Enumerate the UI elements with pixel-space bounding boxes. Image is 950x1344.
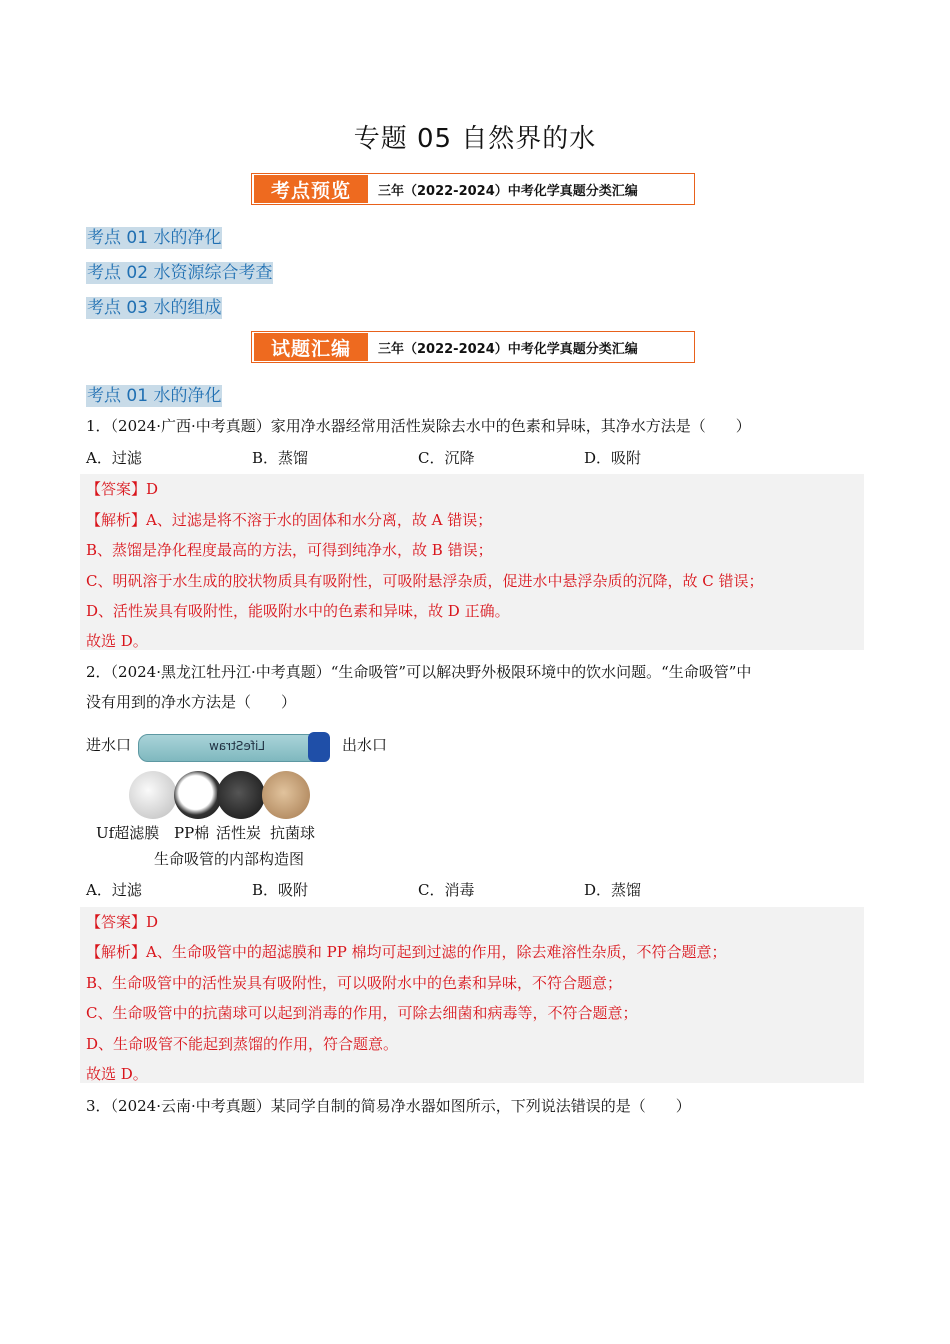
- uf-membrane-image: [129, 771, 177, 819]
- option-d: D．吸附: [584, 449, 642, 467]
- outlet-label: 出水口: [342, 736, 388, 754]
- analysis-line: 故选 D。: [86, 1065, 148, 1083]
- uf-membrane-label: Uf超滤膜: [96, 824, 160, 842]
- option-b: B．蒸馏: [252, 449, 309, 467]
- option-b: B．吸附: [252, 881, 309, 899]
- option-c: C．沉降: [418, 449, 475, 467]
- toc-item-1[interactable]: 考点 01 水的净化: [87, 228, 222, 248]
- analysis-line: 【解析】A、生命吸管中的超滤膜和 PP 棉均可起到过滤的作用，除去难溶性杂质，不符合题意；: [86, 943, 727, 961]
- question-1-stem: 1．（2024·广西·中考真题）家用净水器经常用活性炭除去水中的色素和异味，其净水方法是（ ）: [86, 417, 751, 435]
- toc-item-3[interactable]: 考点 03 水的组成: [87, 298, 222, 318]
- antibacterial-ball-image: [262, 771, 310, 819]
- figure-caption: 生命吸管的内部构造图: [154, 850, 305, 868]
- option-d: D．蒸馏: [584, 881, 642, 899]
- analysis-line: B、蒸馏是净化程度最高的方法，可得到纯净水，故 B 错误；: [86, 541, 493, 559]
- activated-carbon-label: 活性炭: [216, 824, 262, 842]
- activated-carbon-image: [217, 771, 265, 819]
- banner-tag: 试题汇编: [254, 333, 368, 361]
- analysis-line: D、活性炭具有吸附性，能吸附水中的色素和异味，故 D 正确。: [86, 602, 510, 620]
- answer: 【答案】D: [86, 913, 159, 931]
- answer-box-1: [80, 474, 864, 650]
- banner-subtitle: 三年（2022-2024）中考化学真题分类汇编: [378, 341, 638, 357]
- answer: 【答案】D: [86, 480, 159, 498]
- pp-cotton-label: PP棉: [174, 824, 210, 842]
- brand-text: LifeStraw: [209, 739, 266, 753]
- straw-cap: [308, 732, 330, 762]
- option-a: A．过滤: [86, 449, 142, 467]
- option-a: A．过滤: [86, 881, 142, 899]
- analysis-line: 故选 D。: [86, 632, 148, 650]
- antibacterial-ball-label: 抗菌球: [270, 824, 316, 842]
- banner-subtitle: 三年（2022-2024）中考化学真题分类汇编: [378, 183, 638, 199]
- lifestraw-figure: [86, 726, 396, 874]
- analysis-line: C、明矾溶于水生成的胶状物质具有吸附性，可吸附悬浮杂质，促进水中悬浮杂质的沉降，故 C 错误；: [86, 572, 764, 590]
- option-c: C．消毒: [418, 881, 475, 899]
- question-3-stem: 3．（2024·云南·中考真题）某同学自制的简易净水器如图所示，下列说法错误的是（ ）: [86, 1097, 691, 1115]
- toc-item-2[interactable]: 考点 02 水资源综合考查: [87, 263, 273, 283]
- analysis-line: 【解析】A、过滤是将不溶于水的固体和水分离，故 A 错误；: [86, 511, 493, 529]
- answer-box-2: [80, 907, 864, 1083]
- straw-image: [138, 734, 320, 762]
- page-title: 专题 05 自然界的水: [353, 124, 597, 154]
- analysis-line: D、生命吸管不能起到蒸馏的作用，符合题意。: [86, 1035, 399, 1053]
- banner-tag: 考点预览: [254, 175, 368, 203]
- analysis-line: B、生命吸管中的活性炭具有吸附性，可以吸附水中的色素和异味，不符合题意；: [86, 974, 623, 992]
- question-1-options: [86, 447, 750, 468]
- pp-cotton-image: [174, 771, 222, 819]
- preview-banner: [251, 173, 695, 205]
- analysis-line: C、生命吸管中的抗菌球可以起到消毒的作用，可除去细菌和病毒等，不符合题意；: [86, 1004, 638, 1022]
- question-2-stem: 2．（2024·黑龙江牡丹江·中考真题）“生命吸管”可以解决野外极限环境中的饮水问题。“生命吸管”中: [86, 663, 752, 681]
- question-2-stem-cont: 没有用到的净水方法是（ ）: [86, 693, 297, 711]
- inlet-label: 进水口: [86, 736, 132, 754]
- compilation-banner: [251, 331, 695, 363]
- question-2-options: [86, 879, 750, 900]
- section-heading: 考点 01 水的净化: [87, 386, 222, 406]
